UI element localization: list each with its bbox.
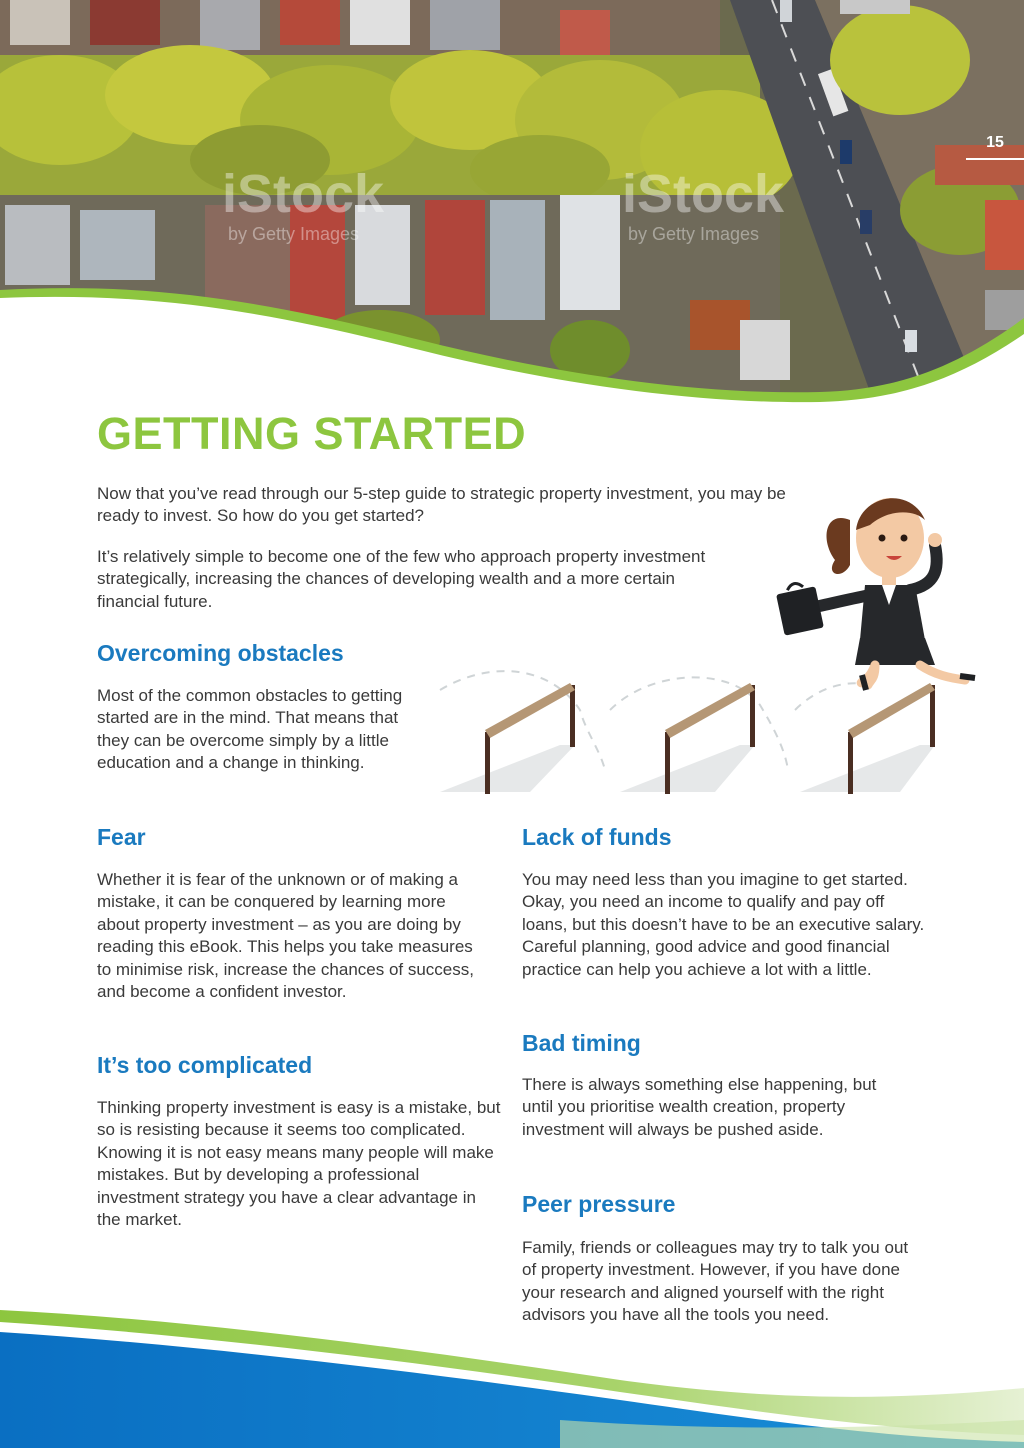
heading-lack-of-funds: Lack of funds [522,824,672,850]
heading-fear: Fear [97,824,146,850]
heading-bad-timing: Bad timing [522,1030,641,1056]
intro-paragraph-1: Now that you’ve read through our 5-step guide to strategic property investment, you may be ready to invest. So how do you get started? [97,484,786,526]
heading-too-complicated: It’s too complicated [97,1052,313,1078]
hero-aerial-photo [0,0,1024,420]
overcoming-obstacles-text: Most of the common obstacles to getting started are in the mind. That means that they can be overcome simply by a little education and a change in thinking. [97,686,403,773]
lack-of-funds-text: You may need less than you imagine to get started. Okay, you need an income to qualify and pay off loans, but this doesn’t have to be an executive salary. Careful planning, good advice and good financial practice can help you achieve a lot with a little. [522,870,925,979]
page-number: 15 [966,130,1024,160]
intro-paragraph-2: It’s relatively simple to become one of the few who approach property investment strategically, increasing the chances of developing wealth and a more certain financial future. [97,547,706,611]
page-title: GETTING STARTED [97,408,527,459]
watermark-right-sub: by Getty Images [628,224,760,244]
hurdles-businesswoman-illustration [430,480,990,810]
heading-overcoming-obstacles: Overcoming obstacles [97,640,344,666]
heading-peer-pressure: Peer pressure [522,1191,676,1217]
watermark-left-sub: by Getty Images [228,224,360,244]
too-complicated-text: Thinking property investment is easy is a mistake, but so is resisting because it seems too complicated. Knowing it is not easy means many people will make mistakes. But by developing a professional investment strategy you have a clear advantage in the market. [97,1098,501,1230]
peer-pressure-text: Family, friends or colleagues may try to talk you out of property investment. However, if you have done your research and aligned yourself with the right advisors you have all the tools you need. [522,1238,909,1325]
fear-text: Whether it is fear of the unknown or of making a mistake, it can be conquered by learning more about property investment – as you are doing by reading this eBook. This helps you take measures to minimise risk, increase the chances of success, and become a confident investor. [97,870,474,1002]
watermark-right: iStock [622,164,785,224]
footer-wave-decoration [0,1280,1024,1448]
watermark-left: iStock [222,164,385,224]
bad-timing-text: There is always something else happening, but until you prioritise wealth creation, property investment will always be pushed aside. [522,1075,877,1139]
